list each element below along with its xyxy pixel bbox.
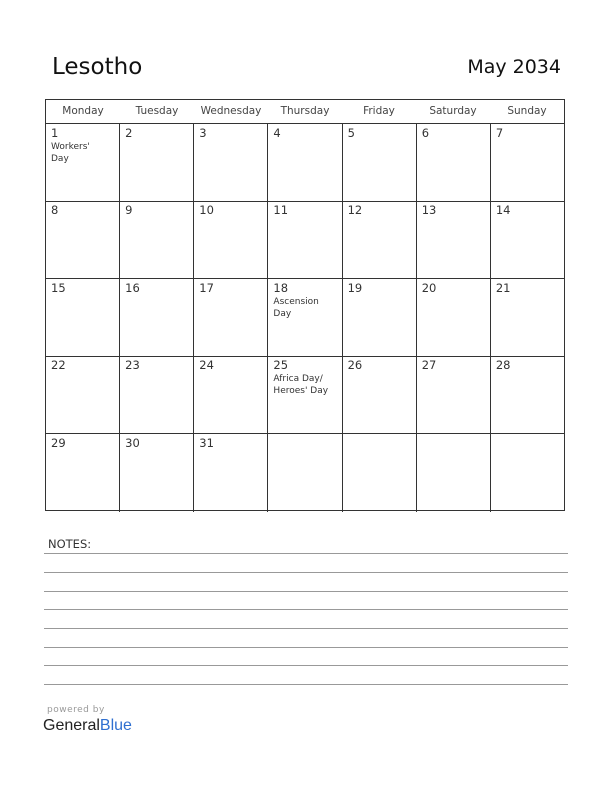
note-line [44, 609, 568, 610]
logo-general: General [43, 717, 100, 734]
day-cell [343, 124, 417, 201]
note-line [44, 553, 568, 554]
day-number: 18 [273, 281, 289, 295]
day-number: 16 [125, 281, 140, 295]
day-number: 30 [125, 436, 140, 450]
day-cell [194, 124, 268, 201]
day-cell [268, 201, 342, 278]
week-row [46, 124, 564, 202]
day-number: 26 [347, 358, 363, 372]
day-cell [268, 279, 342, 356]
day-cell [120, 434, 194, 512]
weekday-friday: Friday [363, 105, 395, 117]
generalblue-logo [43, 717, 132, 735]
powered-by-text: powered by [47, 705, 105, 715]
note-line [44, 647, 568, 648]
holiday-label: Workers' Day [51, 142, 90, 164]
day-cell [343, 279, 417, 356]
day-cell [417, 279, 491, 356]
day-cell [194, 279, 268, 356]
weekday-sunday: Sunday [507, 105, 547, 117]
holiday-label: Ascension Day [273, 297, 319, 319]
day-number: 27 [421, 358, 437, 372]
weekday-monday: Monday [62, 105, 104, 117]
week-row [46, 434, 564, 512]
day-number: 7 [495, 126, 504, 140]
weekday-thursday: Thursday [280, 105, 330, 117]
day-number: 2 [125, 126, 133, 140]
day-cell [120, 124, 194, 201]
day-number: 9 [125, 203, 133, 217]
week-row [46, 356, 564, 434]
note-line [44, 572, 568, 573]
day-cell [194, 356, 268, 433]
day-cell [343, 201, 417, 278]
day-cell [491, 201, 564, 278]
weekday-header-row [46, 100, 564, 124]
day-number: 6 [421, 126, 430, 140]
logo-blue: Blue [99, 717, 132, 734]
day-cell [46, 356, 120, 433]
day-cell [343, 434, 417, 512]
day-cell [268, 356, 342, 433]
week-row [46, 279, 564, 357]
note-line [44, 628, 568, 629]
day-number: 17 [199, 281, 214, 295]
day-number: 5 [347, 126, 355, 140]
day-number: 28 [495, 358, 511, 372]
day-number: 11 [273, 203, 289, 217]
calendar-country-title: Lesotho [52, 54, 143, 80]
day-cell [194, 201, 268, 278]
day-cell [491, 279, 564, 356]
day-number: 1 [51, 126, 59, 140]
day-cell [46, 279, 120, 356]
day-number: 3 [199, 126, 207, 140]
weekday-saturday: Saturday [429, 105, 477, 117]
day-cell [46, 201, 120, 278]
day-number: 15 [51, 281, 66, 295]
day-cell [417, 356, 491, 433]
day-cell [120, 356, 194, 433]
day-cell [491, 356, 564, 433]
weekday-wednesday: Wednesday [200, 105, 262, 117]
day-cell [194, 434, 268, 512]
calendar-month-title: May 2034 [467, 56, 561, 78]
day-number: 22 [51, 358, 66, 372]
calendar-grid [45, 99, 565, 511]
day-cell [417, 201, 491, 278]
day-number: 21 [495, 281, 511, 295]
day-cell [268, 124, 342, 201]
day-cell [491, 124, 564, 201]
note-line [44, 684, 568, 685]
note-line [44, 591, 568, 592]
day-number: 4 [273, 126, 281, 140]
day-cell [417, 434, 491, 512]
day-cell [120, 201, 194, 278]
day-cell [46, 434, 120, 512]
day-cell [491, 434, 564, 512]
day-cell [343, 356, 417, 433]
day-cell [268, 434, 342, 512]
day-cell [417, 124, 491, 201]
day-number: 20 [421, 281, 437, 295]
note-line [44, 665, 568, 666]
day-cell [120, 279, 194, 356]
day-number: 14 [495, 203, 511, 217]
weekday-tuesday: Tuesday [135, 105, 179, 117]
day-number: 29 [51, 436, 66, 450]
day-number: 25 [273, 358, 289, 372]
day-number: 10 [199, 203, 214, 217]
day-number: 8 [51, 203, 59, 217]
day-number: 12 [347, 203, 363, 217]
week-row [46, 201, 564, 279]
day-number: 23 [125, 358, 140, 372]
notes-label: NOTES: [48, 537, 92, 551]
day-number: 24 [199, 358, 214, 372]
holiday-label: Africa Day/ Heroes' Day [273, 374, 329, 396]
day-number: 31 [199, 436, 214, 450]
day-number: 13 [421, 203, 437, 217]
day-number: 19 [347, 281, 363, 295]
day-cell [46, 124, 120, 201]
